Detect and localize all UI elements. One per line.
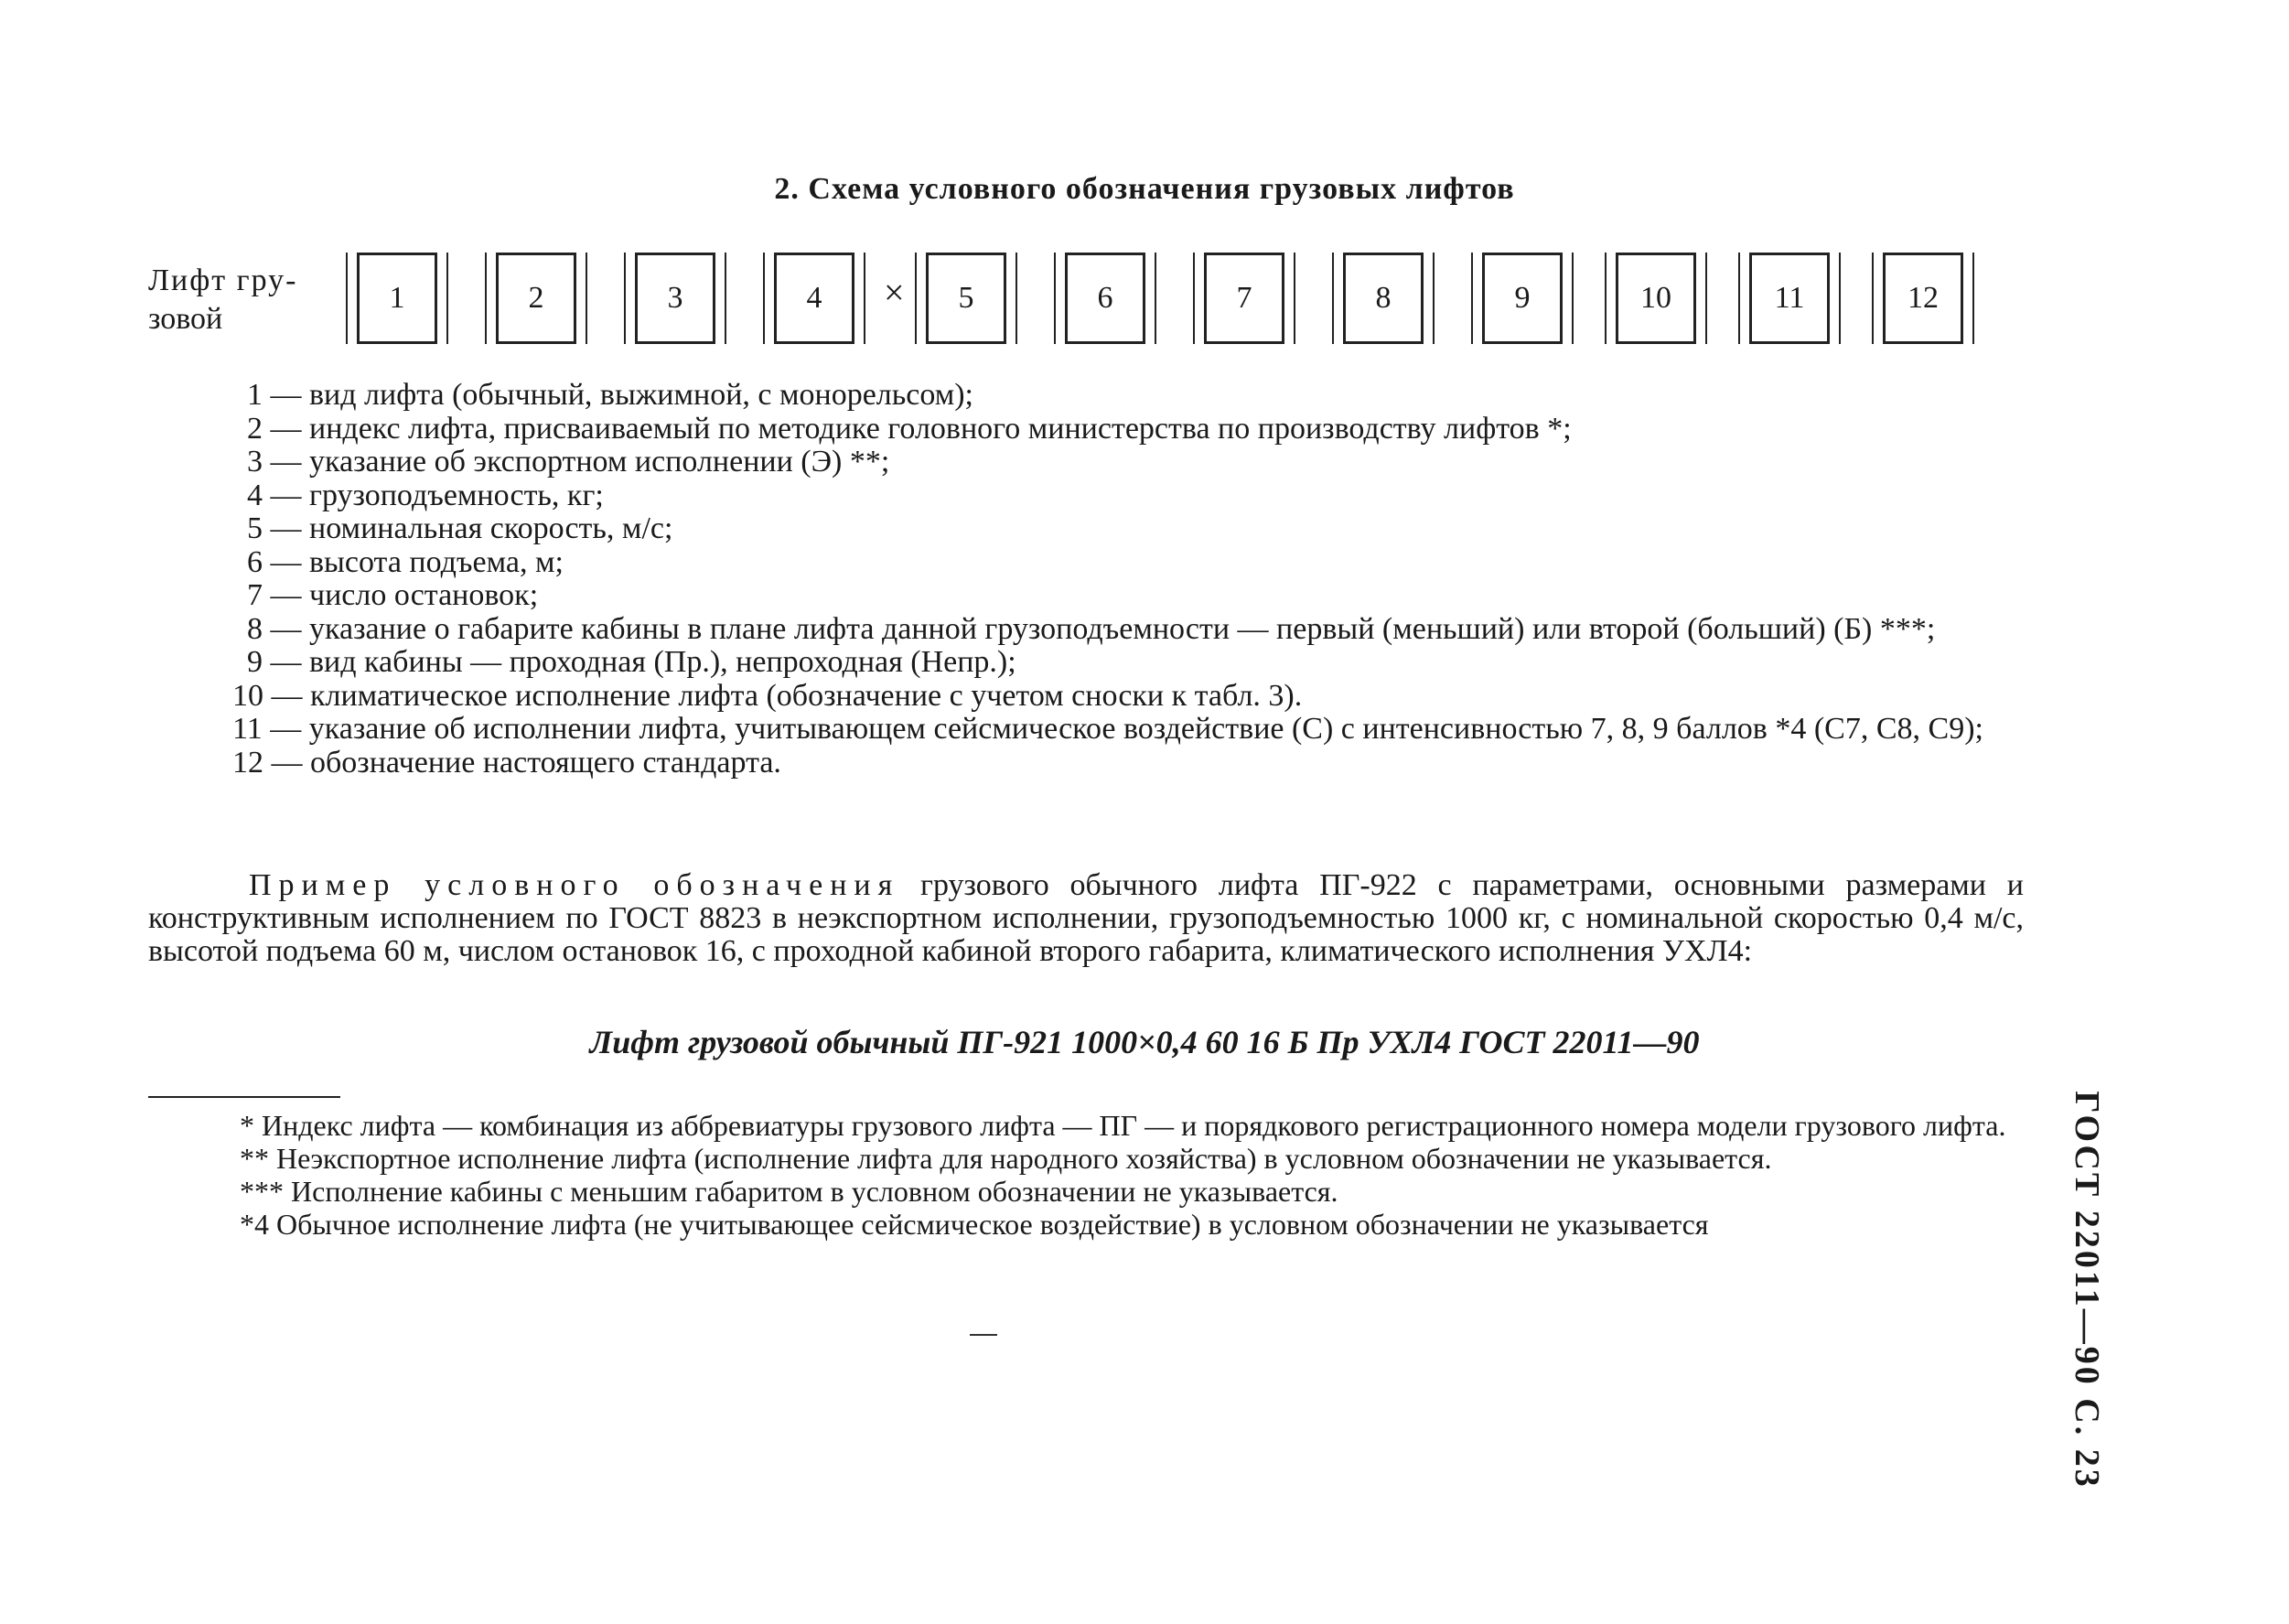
legend-item: 8 — указание о габарите кабины в плане лифта данной грузоподъемности — первый (меньший) или второй (больший) (Б) ***; — [247, 611, 1936, 646]
scheme-cell: 2 — [485, 253, 587, 344]
scheme-cell: 10 — [1605, 253, 1707, 344]
footnote: * Индекс лифта — комбинация из аббревиатуры грузового лифта — ПГ — и порядкового регистрационного номера модели грузового лифта. — [240, 1109, 2006, 1142]
scheme-cell: 9 — [1471, 253, 1574, 344]
legend-item: 2 — индекс лифта, присваиваемый по методике головного министерства по производству лифтов *; — [247, 411, 1572, 446]
lift-label-line2: зовой — [148, 302, 223, 336]
legend-item: 10 — климатическое исполнение лифта (обозначение с учетом сноски к табл. 3). — [232, 678, 1303, 713]
footnote: *** Исполнение кабины с меньшим габаритом в условном обозначении не указывается. — [240, 1175, 1338, 1208]
footnote: *4 Обычное исполнение лифта (не учитывающее сейсмическое воздействие) в условном обозначении не указывается — [240, 1208, 1709, 1241]
footnotes — [148, 1109, 2024, 1241]
footnote-rule — [148, 1096, 340, 1098]
multiply-sign: × — [884, 272, 905, 313]
designation-example: Лифт грузовой обычный ПГ-921 1000×0,4 60 16 Б Пр УХЛ4 ГОСТ 22011—90 — [589, 1024, 1700, 1060]
scheme-cell: 5 — [915, 253, 1017, 344]
scheme-cell: 12 — [1872, 253, 1974, 344]
designation-scheme — [0, 247, 2289, 357]
page-header-text: ГОСТ 22011—90 С. 23 — [2068, 1091, 2106, 1490]
scheme-cell: 7 — [1193, 253, 1295, 344]
scheme-cell: 3 — [624, 253, 726, 344]
legend-item: 12 — обозначение настоящего стандарта. — [232, 745, 781, 780]
legend-item: 4 — грузоподъемность, кг; — [247, 478, 604, 512]
example-paragraph — [148, 869, 2024, 968]
legend-item: 1 — вид лифта (обычный, выжимной, с монорельсом); — [247, 378, 973, 412]
scheme-cell: 4 — [763, 253, 865, 344]
example-text: грузового обычного лифта ПГ-922 с параметрами, основными размерами и конструктивным исполнением по ГОСТ 8823 в неэкспортном исполнении, грузоподъемностью 1000 кг, с номинальной скоростью 0,4 м/с, высотой подъема 60 м, числом остановок 16, с проходной кабиной второго габарита, климатического исполнения УХЛ4: — [148, 868, 2024, 968]
footnote: ** Неэкспортное исполнение лифта (исполнение лифта для народного хозяйства) в условном обозначении не указывается. — [240, 1142, 1772, 1175]
legend-item: 5 — номинальная скорость, м/с; — [247, 511, 673, 545]
legend-item: 6 — высота подъема, м; — [247, 544, 564, 579]
example-lead: Пример условного обозначения — [249, 868, 900, 902]
legend-list — [148, 379, 2024, 780]
section-title: 2. Схема условного обозначения грузовых лифтов — [774, 172, 1515, 206]
legend-item: 9 — вид кабины — проходная (Пр.), непроходная (Непр.); — [247, 645, 1016, 679]
scheme-cell: 8 — [1332, 253, 1435, 344]
page-header-stamp — [2055, 1089, 2119, 1491]
lift-label-line1: Лифт гру- — [148, 263, 298, 297]
legend-item: 3 — указание об экспортном исполнении (Э) **; — [247, 445, 890, 479]
scheme-cell: 1 — [346, 253, 448, 344]
legend-item: 11 — указание об исполнении лифта, учитывающем сейсмическое воздействие (С) с интенсивностью 7, 8, 9 баллов *4 (С7, С8, С9); — [232, 712, 1983, 746]
scheme-cell: 11 — [1738, 253, 1841, 344]
legend-item: 7 — число остановок; — [247, 578, 539, 612]
scheme-cell: 6 — [1054, 253, 1156, 344]
end-dash — [970, 1334, 997, 1336]
